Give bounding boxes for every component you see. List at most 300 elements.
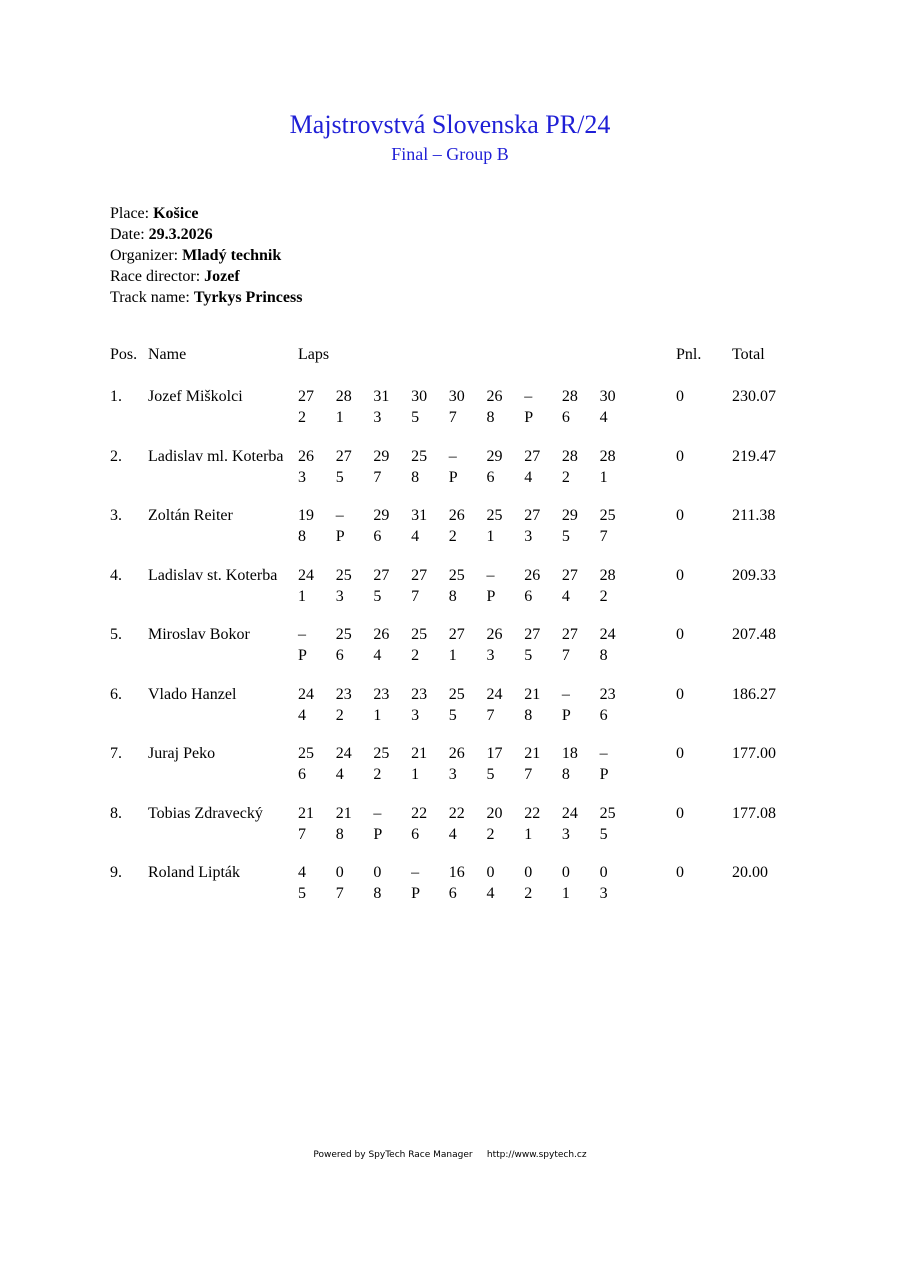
- lap-count: 27: [373, 566, 390, 584]
- lap-cell: [336, 624, 366, 666]
- lap-count: 27: [524, 626, 541, 643]
- lap-cell: [411, 565, 441, 607]
- lap-lane: P: [561, 706, 571, 724]
- penalty: 0: [676, 447, 684, 465]
- lap-lane: P: [411, 885, 420, 902]
- lap-count: 21: [524, 745, 541, 762]
- total: 186.27: [732, 685, 776, 703]
- lap-count: 31: [411, 507, 428, 524]
- lap-lane: 1: [561, 885, 570, 902]
- lap-cell: [298, 624, 328, 666]
- lap-count: 19: [298, 507, 314, 524]
- info-track-name: [110, 287, 302, 308]
- position: 3.: [110, 507, 122, 524]
- lap-cell: [411, 803, 441, 845]
- lap-cell: [373, 803, 403, 845]
- info-value: Tyrkys Princess: [193, 289, 303, 306]
- lap-lane: 1: [599, 468, 608, 486]
- lap-lane: 4: [599, 409, 608, 426]
- lap-cell: [411, 386, 441, 428]
- lap-lane: 3: [335, 587, 344, 605]
- lap-lane: 1: [448, 647, 457, 664]
- lap-lane: 8: [448, 587, 457, 605]
- lap-cell: [411, 446, 441, 488]
- lap-cell: [562, 386, 592, 428]
- lap-count: 24: [486, 685, 503, 703]
- result-row: [110, 862, 810, 922]
- lap-lane: P: [373, 825, 383, 843]
- header-pnl: Pnl.: [676, 346, 702, 363]
- lap-count: 0: [335, 864, 344, 881]
- lap-cell: [298, 386, 328, 428]
- lap-lane: 2: [524, 885, 533, 902]
- lap-count: 25: [448, 685, 465, 703]
- lap-cell: [373, 624, 403, 666]
- lap-count: 24: [298, 685, 314, 703]
- lap-count: 29: [486, 447, 503, 465]
- lap-cell: [449, 505, 479, 547]
- lap-cell: [487, 803, 517, 845]
- lap-count: 28: [599, 447, 616, 465]
- result-row: [110, 446, 810, 506]
- lap-count: 25: [335, 626, 352, 643]
- lap-lane: 2: [335, 706, 344, 724]
- lap-cell: [487, 862, 517, 904]
- lap-cell: [524, 565, 554, 607]
- lap-count: 24: [298, 566, 314, 584]
- lap-count: 27: [448, 626, 465, 643]
- lap-cell: [336, 505, 366, 547]
- total: 230.07: [732, 388, 776, 405]
- info-race-director: [110, 266, 302, 287]
- lap-cell: [487, 565, 517, 607]
- lap-cell: [562, 624, 592, 666]
- lap-lane: 1: [373, 706, 382, 724]
- total: 20.00: [732, 864, 768, 881]
- lap-cell: [487, 446, 517, 488]
- lap-count: –: [373, 804, 382, 822]
- lap-count: 23: [411, 685, 428, 703]
- lap-count: 20: [486, 804, 503, 822]
- header-name: Name: [148, 346, 187, 363]
- lap-cell: [449, 446, 479, 488]
- driver-name: Zoltán Reiter: [148, 507, 233, 524]
- total: 209.33: [732, 566, 776, 584]
- lap-count: 26: [524, 566, 541, 584]
- lap-cell: [373, 684, 403, 726]
- lap-count: –: [298, 626, 306, 643]
- lap-lane: 3: [561, 825, 570, 843]
- lap-lane: 5: [298, 885, 306, 902]
- lap-count: –: [599, 745, 608, 762]
- lap-lane: 2: [561, 468, 570, 486]
- lap-lane: 3: [448, 766, 457, 783]
- driver-name: Vlado Hanzel: [148, 685, 237, 703]
- lap-lane: 8: [486, 409, 495, 426]
- lap-cell: [562, 446, 592, 488]
- lap-lane: 7: [561, 647, 570, 664]
- lap-cell: [336, 862, 366, 904]
- lap-count: 27: [524, 507, 541, 524]
- lap-cell: [600, 684, 630, 726]
- position: 8.: [110, 804, 122, 822]
- lap-lane: 6: [486, 468, 495, 486]
- lap-count: 0: [486, 864, 495, 881]
- lap-lane: 4: [373, 647, 382, 664]
- info-date: [110, 224, 302, 245]
- lap-lane: 3: [524, 528, 533, 545]
- footer: [0, 1150, 900, 1160]
- lap-lane: 2: [599, 587, 608, 605]
- lap-count: 23: [373, 685, 390, 703]
- lap-lane: 3: [411, 706, 420, 724]
- lap-count: 16: [448, 864, 465, 881]
- info-label: Place:: [110, 205, 150, 222]
- lap-cell: [373, 505, 403, 547]
- lap-count: 25: [599, 804, 616, 822]
- lap-lane: 5: [411, 409, 420, 426]
- total: 207.48: [732, 626, 776, 643]
- lap-lane: 6: [373, 528, 382, 545]
- lap-lane: 7: [524, 766, 533, 783]
- lap-count: 26: [373, 626, 390, 643]
- lap-lane: 2: [486, 825, 495, 843]
- lap-lane: 2: [411, 647, 420, 664]
- lap-cell: [562, 803, 592, 845]
- lap-cell: [298, 684, 328, 726]
- lap-lane: 4: [411, 528, 420, 545]
- lap-count: 24: [561, 804, 578, 822]
- lap-count: 27: [524, 447, 541, 465]
- lap-cell: [411, 862, 441, 904]
- driver-name: Tobias Zdravecký: [148, 804, 263, 822]
- result-row: [110, 743, 810, 803]
- result-row: [110, 565, 810, 625]
- lap-count: 30: [411, 388, 428, 405]
- lap-lane: 5: [599, 825, 608, 843]
- lap-lane: P: [599, 766, 609, 783]
- lap-count: 24: [335, 745, 352, 762]
- lap-cell: [562, 743, 592, 785]
- lap-cell: [600, 386, 630, 428]
- page-subtitle: Final – Group B: [391, 144, 509, 164]
- lap-lane: 5: [373, 587, 382, 605]
- lap-count: 29: [373, 507, 390, 524]
- lap-lane: 5: [524, 647, 533, 664]
- lap-lane: 6: [561, 409, 570, 426]
- driver-name: Jozef Miškolci: [148, 388, 243, 405]
- lap-cell: [524, 684, 554, 726]
- lap-lane: 4: [524, 468, 533, 486]
- lap-count: 26: [448, 745, 465, 762]
- lap-count: 27: [298, 388, 314, 405]
- lap-lane: P: [298, 647, 307, 664]
- race-info: [110, 203, 302, 308]
- lap-cell: [524, 505, 554, 547]
- lap-lane: 3: [298, 468, 306, 486]
- lap-cell: [524, 862, 554, 904]
- lap-count: 18: [561, 745, 578, 762]
- lap-cell: [449, 803, 479, 845]
- header-total: Total: [732, 346, 765, 363]
- lap-lane: 7: [411, 587, 420, 605]
- lap-count: –: [486, 566, 495, 584]
- lap-cell: [524, 446, 554, 488]
- penalty: 0: [676, 804, 684, 822]
- lap-count: 25: [411, 626, 428, 643]
- lap-count: 26: [298, 447, 314, 465]
- lap-lane: 7: [486, 706, 495, 724]
- lap-count: 25: [373, 745, 390, 762]
- lap-count: 27: [411, 566, 428, 584]
- lap-count: 28: [561, 447, 578, 465]
- info-value: 29.3.2026: [148, 226, 213, 243]
- lap-lane: 6: [599, 706, 608, 724]
- total: 177.08: [732, 804, 776, 822]
- info-organizer: [110, 245, 302, 266]
- driver-name: Miroslav Bokor: [148, 626, 250, 643]
- footer-credit: Powered by SpyTech Race Manager: [313, 1150, 473, 1160]
- lap-lane: 4: [335, 766, 344, 783]
- lap-lane: 7: [335, 885, 344, 902]
- lap-cell: [600, 862, 630, 904]
- lap-lane: 1: [524, 825, 533, 843]
- results-rows: [110, 386, 810, 922]
- lap-lane: 5: [448, 706, 457, 724]
- lap-count: 27: [335, 447, 352, 465]
- lap-cell: [600, 803, 630, 845]
- lap-lane: 7: [373, 468, 382, 486]
- lap-count: 0: [524, 864, 533, 881]
- lap-cell: [411, 743, 441, 785]
- lap-lane: 2: [298, 409, 306, 426]
- info-place: [110, 203, 302, 224]
- lap-count: 27: [561, 566, 578, 584]
- lap-cell: [411, 624, 441, 666]
- lap-lane: 8: [411, 468, 420, 486]
- lap-lane: P: [524, 409, 534, 426]
- lap-count: 25: [335, 566, 352, 584]
- lap-cell: [298, 743, 328, 785]
- lap-count: 22: [411, 804, 428, 822]
- result-row: [110, 386, 810, 446]
- lap-lane: 6: [335, 647, 344, 664]
- lap-cell: [336, 743, 366, 785]
- lap-lane: 3: [599, 885, 608, 902]
- info-label: Track name:: [110, 289, 190, 306]
- lap-cell: [562, 862, 592, 904]
- header-laps: Laps: [298, 346, 330, 363]
- lap-cell: [562, 684, 592, 726]
- lap-count: –: [524, 388, 533, 405]
- result-row: [110, 624, 810, 684]
- lap-cell: [487, 684, 517, 726]
- lap-cell: [600, 743, 630, 785]
- lap-lane: P: [486, 587, 496, 605]
- lap-count: –: [411, 864, 420, 881]
- results-header: [110, 344, 810, 386]
- lap-cell: [562, 565, 592, 607]
- lap-cell: [298, 505, 328, 547]
- lap-count: 24: [599, 626, 616, 643]
- lap-lane: 8: [561, 766, 570, 783]
- lap-count: 31: [373, 388, 390, 405]
- lap-lane: 1: [411, 766, 420, 783]
- lap-count: –: [561, 685, 570, 703]
- lap-lane: 2: [448, 528, 457, 545]
- lap-cell: [600, 565, 630, 607]
- lap-count: 22: [524, 804, 541, 822]
- lap-lane: 1: [335, 409, 344, 426]
- lap-cell: [373, 862, 403, 904]
- lap-cell: [562, 505, 592, 547]
- result-row: [110, 684, 810, 744]
- lap-cell: [449, 684, 479, 726]
- driver-name: Roland Lipták: [148, 864, 240, 881]
- lap-cell: [298, 446, 328, 488]
- lap-cell: [411, 684, 441, 726]
- driver-name: Ladislav ml. Koterba: [148, 447, 284, 465]
- lap-count: 28: [561, 388, 578, 405]
- lap-lane: 2: [373, 766, 382, 783]
- lap-cell: [487, 743, 517, 785]
- lap-lane: P: [335, 528, 345, 545]
- lap-count: 25: [298, 745, 314, 762]
- lap-count: 0: [373, 864, 382, 881]
- lap-lane: 5: [486, 766, 495, 783]
- lap-cell: [336, 565, 366, 607]
- result-row: [110, 505, 810, 565]
- lap-lane: 8: [335, 825, 344, 843]
- lap-lane: 6: [524, 587, 533, 605]
- penalty: 0: [676, 626, 684, 643]
- lap-cell: [487, 624, 517, 666]
- lap-count: 0: [599, 864, 608, 881]
- lap-count: 21: [411, 745, 428, 762]
- info-label: Race director:: [110, 268, 201, 285]
- lap-cell: [298, 803, 328, 845]
- lap-cell: [336, 803, 366, 845]
- penalty: 0: [676, 864, 684, 881]
- lap-cell: [487, 386, 517, 428]
- lap-lane: 4: [486, 885, 495, 902]
- lap-cell: [600, 446, 630, 488]
- lap-count: 0: [561, 864, 570, 881]
- lap-lane: 7: [298, 825, 306, 843]
- lap-count: 25: [486, 507, 503, 524]
- lap-lane: 1: [486, 528, 495, 545]
- info-value: Jozef: [204, 268, 240, 285]
- lap-count: 26: [486, 388, 503, 405]
- lap-count: 4: [298, 864, 306, 881]
- lap-lane: 5: [561, 528, 570, 545]
- lap-cell: [373, 386, 403, 428]
- lap-lane: 3: [373, 409, 382, 426]
- lap-cell: [524, 624, 554, 666]
- lap-lane: 6: [411, 825, 420, 843]
- total: 219.47: [732, 447, 776, 465]
- lap-count: 26: [486, 626, 503, 643]
- result-row: [110, 803, 810, 863]
- info-value: Mladý technik: [182, 247, 282, 264]
- lap-count: 28: [335, 388, 352, 405]
- lap-cell: [449, 862, 479, 904]
- lap-count: 29: [373, 447, 390, 465]
- lap-count: 21: [298, 804, 314, 822]
- lap-lane: P: [448, 468, 458, 486]
- lap-cell: [336, 446, 366, 488]
- lap-count: 30: [448, 388, 465, 405]
- driver-name: Juraj Peko: [148, 745, 216, 762]
- lap-lane: 8: [298, 528, 306, 545]
- lap-count: 23: [335, 685, 352, 703]
- results-table: [110, 344, 810, 922]
- lap-count: 27: [561, 626, 578, 643]
- lap-count: 21: [524, 685, 541, 703]
- lap-count: 26: [448, 507, 465, 524]
- lap-lane: 7: [448, 409, 457, 426]
- lap-cell: [449, 743, 479, 785]
- lap-cell: [600, 624, 630, 666]
- lap-count: 29: [561, 507, 578, 524]
- lap-count: 23: [599, 685, 616, 703]
- lap-cell: [373, 565, 403, 607]
- lap-lane: 1: [298, 587, 306, 605]
- lap-lane: 4: [561, 587, 570, 605]
- lap-lane: 4: [298, 706, 306, 724]
- lap-cell: [411, 505, 441, 547]
- lap-count: 30: [599, 388, 616, 405]
- lap-count: 17: [486, 745, 503, 762]
- lap-lane: 4: [448, 825, 457, 843]
- lap-lane: 6: [448, 885, 457, 902]
- lap-lane: 8: [599, 647, 608, 664]
- lap-cell: [449, 624, 479, 666]
- driver-name: Ladislav st. Koterba: [148, 566, 278, 584]
- penalty: 0: [676, 566, 684, 584]
- position: 1.: [110, 388, 122, 405]
- position: 7.: [110, 745, 122, 762]
- lap-cell: [449, 565, 479, 607]
- info-label: Organizer:: [110, 247, 179, 264]
- info-label: Date:: [110, 226, 145, 243]
- lap-cell: [373, 446, 403, 488]
- lap-count: 28: [599, 566, 616, 584]
- header-pos: Pos.: [110, 346, 138, 363]
- lap-cell: [336, 684, 366, 726]
- lap-lane: 6: [298, 766, 306, 783]
- lap-cell: [487, 505, 517, 547]
- lap-count: 22: [448, 804, 465, 822]
- footer-url: http://www.spytech.cz: [486, 1150, 587, 1160]
- lap-count: 25: [448, 566, 465, 584]
- lap-lane: 7: [599, 528, 608, 545]
- lap-cell: [600, 505, 630, 547]
- lap-lane: 8: [524, 706, 533, 724]
- position: 6.: [110, 685, 122, 703]
- position: 2.: [110, 447, 122, 465]
- page-title: Majstrovstvá Slovenska PR/24: [289, 110, 611, 139]
- lap-cell: [449, 386, 479, 428]
- position: 5.: [110, 626, 122, 643]
- penalty: 0: [676, 388, 684, 405]
- penalty: 0: [676, 745, 684, 762]
- lap-count: 25: [599, 507, 616, 524]
- lap-lane: 5: [335, 468, 344, 486]
- lap-cell: [373, 743, 403, 785]
- lap-cell: [524, 386, 554, 428]
- total: 211.38: [732, 507, 776, 524]
